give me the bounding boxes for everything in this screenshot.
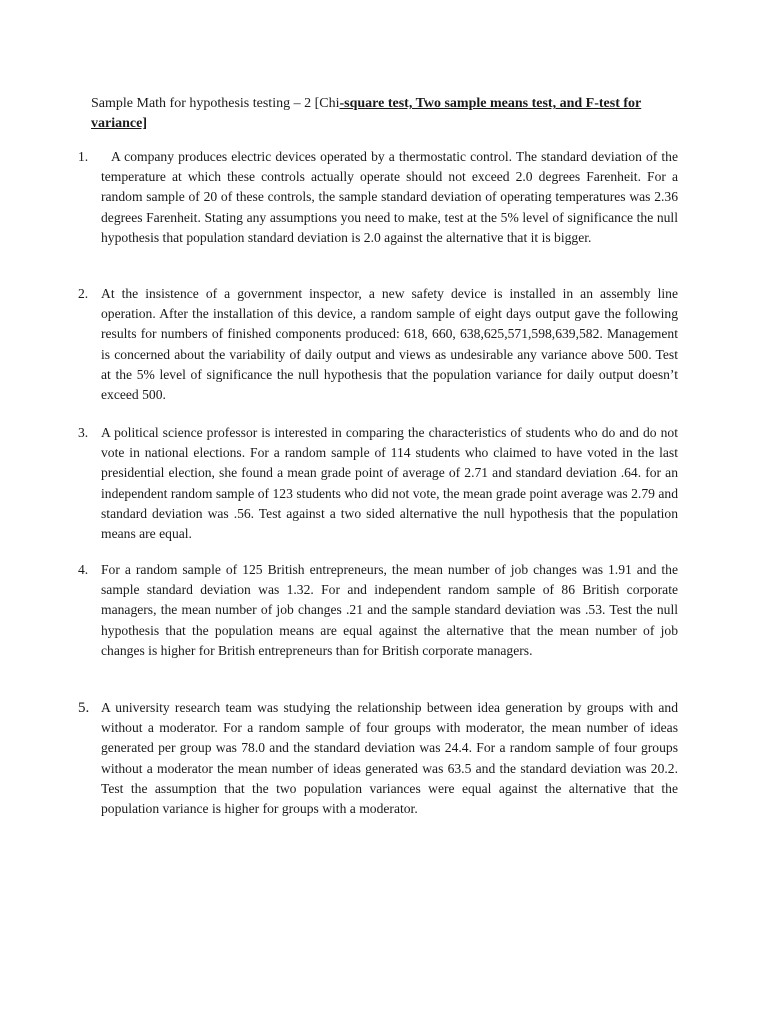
question-number-5: 5. — [78, 700, 90, 716]
question-4-text: For a random sample of 125 British entrepreneurs, the mean number of job changes was 1.91 and the sample standard deviation was 1.32. For and independent random sample of 86 British corporate managers, the mean number of job changes .21 and the sample standard deviation was .53. Test the null hypothesis that the population means are equal against the alternative that the mean number of job changes is higher for British entrepreneurs than for British corporate managers. — [101, 562, 678, 658]
question-5-text: A university research team was studying the relationship between idea generation by groups with and without a moderator. For a random sample of four groups with moderator, the mean number of ideas generated per group was 78.0 and the standard deviation was 24.4. For a random sample of four groups without a moderator the mean number of ideas generated was 63.5 and the standard deviation was 20.2. Test the assumption that the two population variances were equal against the alternative that the population variance is higher for groups with a moderator. — [101, 700, 678, 817]
question-2 — [101, 284, 678, 405]
question-3 — [101, 423, 678, 544]
title-emphasis: -square test, Two sample means test, and F-test for variance] — [91, 96, 642, 131]
question-1-text: A company produces electric devices operated by a thermostatic control. The standard deviation of the temperature at which these controls actually operate should not exceed 2.0 degrees Farenheit. For a random sample of 20 of these controls, the sample standard deviation of operating temperatures was 2.36 degrees Farenheit. Stating any assumptions you need to make, test at the 5% level of significance the null hypothesis that population standard deviation is 2.0 against the alternative that it is bigger. — [101, 149, 678, 245]
question-5 — [101, 698, 678, 819]
question-2-text: At the insistence of a government inspector, a new safety device is installed in an assembly line operation. After the installation of this device, a random sample of eight days output gave the following results for numbers of finished components produced: 618, 660, 638,625,571,598,639,582. Management is concerned about the variability of daily output and views as undesirable any variance above 500. Test at the 5% level of significance the null hypothesis that the population variance for daily output doesn’t exceed 500. — [101, 286, 678, 403]
question-3-text: A political science professor is interested in comparing the characteristics of students who do and do not vote in national elections. For a random sample of 114 students who claimed to have voted in the last presidential election, she found a mean grade point of average of 2.71 and standard deviation .64. for an independent random sample of 123 students who did not vote, the mean grade point average was 2.79 and standard deviation was .56. Test against a two sided alternative the null hypothesis that the population means are equal. — [101, 425, 678, 542]
question-4 — [101, 560, 678, 661]
question-number-2: 2. — [78, 286, 89, 301]
document-title — [91, 94, 681, 134]
question-number-1: 1. — [78, 149, 89, 164]
title-prefix: Sample Math for hypothesis testing – 2 [Chi — [91, 96, 340, 111]
question-number-4: 4. — [78, 562, 89, 577]
question-1 — [101, 147, 678, 248]
question-number-3: 3. — [78, 425, 89, 440]
